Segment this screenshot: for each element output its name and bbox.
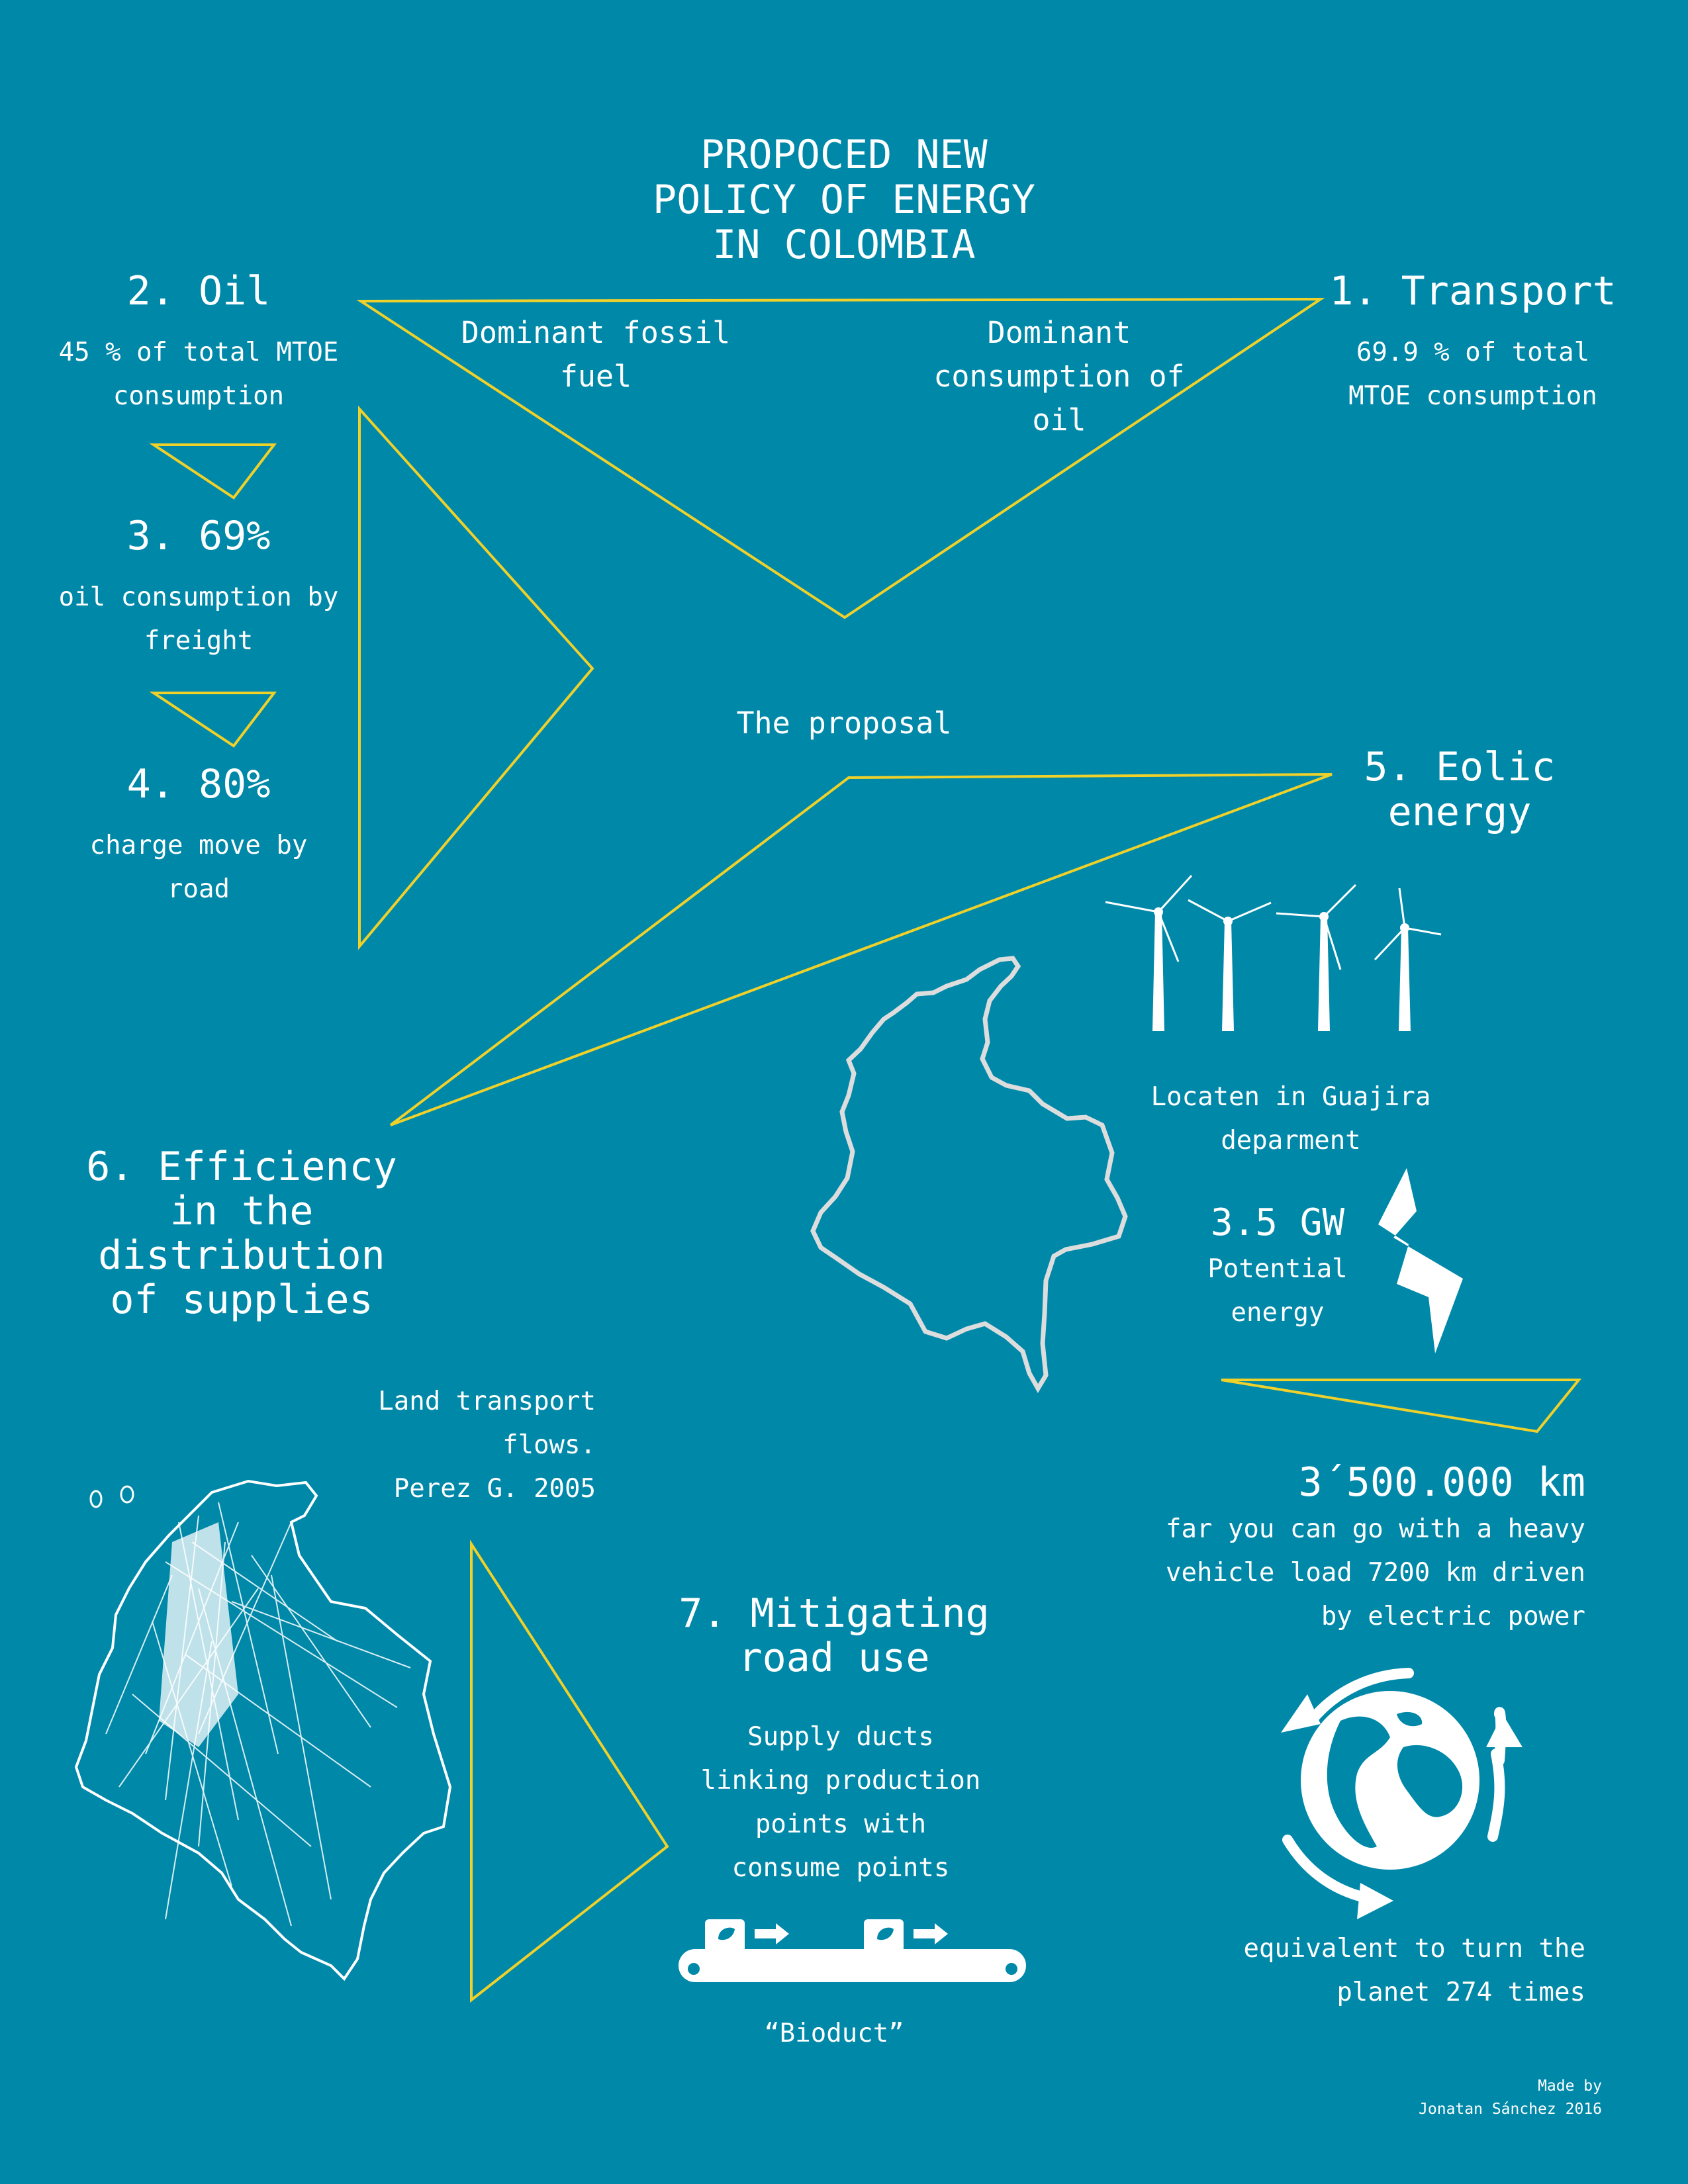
transport-text: 69.9 % of total MTOE consumption xyxy=(1348,338,1597,411)
credit-made-by: Made by xyxy=(1538,2077,1602,2095)
wind-turbine-icon xyxy=(1105,876,1441,1031)
proposal-label: The proposal xyxy=(736,705,952,741)
triangle-oil-marker xyxy=(154,445,274,498)
freight-text: oil consumption by freight xyxy=(58,582,339,656)
page-title: PROPOCED NEW POLICY OF ENERGY IN COLOMBIA xyxy=(653,132,1035,268)
credit-author: Jonatan Sánchez 2016 xyxy=(1419,2101,1602,2118)
mitigating-text: Supply ducts linking production points with consume points xyxy=(700,1722,981,1883)
eolic-heading: 5. Eolic energy xyxy=(1364,744,1556,835)
mitigating-heading: 7. Mitigating road use xyxy=(679,1590,990,1681)
eolic-location: Locaten in Guajira deparment xyxy=(1150,1082,1431,1156)
transport-flows-source: Land transport flows. Perez G. 2005 xyxy=(378,1387,596,1504)
bioduct-icon xyxy=(679,1919,1026,1982)
bioduct-caption: “Bioduct” xyxy=(764,2019,904,2048)
triangle-left xyxy=(359,409,592,946)
transport-flow-map-icon xyxy=(76,1481,450,1979)
triangle-proposal xyxy=(391,774,1332,1125)
distance-value: 3´500.000 km xyxy=(1298,1459,1585,1506)
oil-consumption-label: Dominant consumption of oil xyxy=(933,315,1185,437)
oil-heading: 2. Oil xyxy=(126,268,271,314)
lightning-bolt-icon xyxy=(1378,1168,1463,1353)
road-heading: 4. 80% xyxy=(126,761,271,807)
road-text: charge move by road xyxy=(89,831,308,904)
eolic-power-label: Potential energy xyxy=(1207,1254,1348,1328)
efficiency-heading: 6. Efficiency in the distribution of supplies xyxy=(86,1144,397,1323)
triangle-energy xyxy=(1221,1380,1579,1432)
planet-equivalent-text: equivalent to turn the planet 274 times xyxy=(1243,1934,1585,2007)
freight-heading: 3. 69% xyxy=(126,513,271,559)
triangle-freight-marker xyxy=(154,693,274,746)
transport-heading: 1. Transport xyxy=(1329,268,1617,314)
eolic-power-value: 3.5 GW xyxy=(1210,1201,1345,1244)
earth-globe-icon xyxy=(1301,1691,1479,1870)
colombia-map-icon xyxy=(813,958,1125,1388)
distance-text: far you can go with a heavy vehicle load 7200 km driven by electric power xyxy=(1166,1514,1585,1631)
oil-text: 45 % of total MTOE consumption xyxy=(58,338,339,411)
fossil-fuel-label: Dominant fossil fuel xyxy=(461,315,731,394)
